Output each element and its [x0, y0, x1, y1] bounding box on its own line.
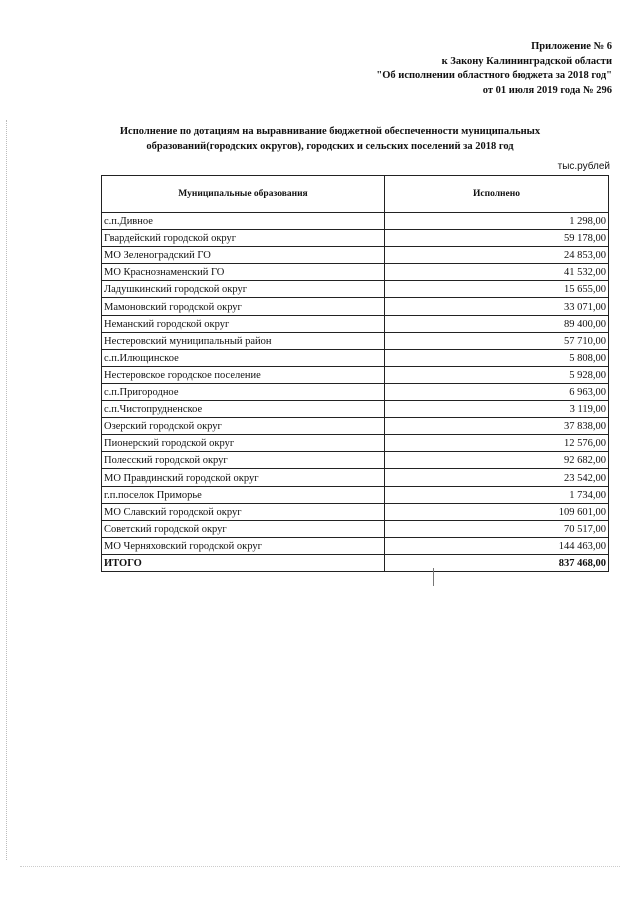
title-line-1: Исполнение по дотациям на выравнивание бюджетной обеспеченности муниципальных [119, 126, 541, 137]
table-row [102, 401, 609, 418]
table-row [102, 281, 609, 298]
total-amount: 837 468,00 [385, 554, 609, 571]
executed-amount: 15 655,00 [385, 281, 609, 298]
law-reference: к Закону Калининградской области [441, 55, 612, 67]
table-row [102, 247, 609, 264]
table-row [102, 332, 609, 349]
scan-bottom-dots [20, 866, 620, 868]
municipality-name: Гвардейский городской округ [102, 230, 385, 247]
executed-amount: 24 853,00 [385, 247, 609, 264]
executed-amount: 70 517,00 [385, 520, 609, 537]
municipality-name: Ладушкинский городской округ [102, 281, 385, 298]
municipality-name: с.п.Чистопрудненское [102, 401, 385, 418]
executed-amount: 5 808,00 [385, 349, 609, 366]
municipality-name: Неманский городской округ [102, 315, 385, 332]
title-line-2: образований(городских округов), городских и сельских поселений за 2018 год [146, 140, 514, 152]
municipality-name: Пионерский городской округ [102, 435, 385, 452]
municipality-name: МО Правдинский городской округ [102, 469, 385, 486]
municipality-name: МО Краснознаменский ГО [102, 264, 385, 281]
table-row [102, 264, 609, 281]
table-row [102, 349, 609, 366]
document-title [70, 125, 590, 154]
municipality-name: МО Славский городской округ [102, 503, 385, 520]
table-row [102, 537, 609, 554]
table-row [102, 435, 609, 452]
executed-amount: 3 119,00 [385, 401, 609, 418]
municipality-name: МО Зеленоградский ГО [102, 247, 385, 264]
total-row [102, 554, 609, 571]
municipality-name: Нестеровский муниципальный район [102, 332, 385, 349]
executed-amount: 41 532,00 [385, 264, 609, 281]
table-header-row [102, 176, 609, 213]
municipality-name: с.п.Илющинское [102, 349, 385, 366]
column-header-executed: Исполнено [385, 176, 609, 213]
executed-amount: 6 963,00 [385, 383, 609, 400]
table-row [102, 520, 609, 537]
table-row [102, 230, 609, 247]
table-row [102, 469, 609, 486]
execution-table [101, 175, 609, 572]
municipality-name: Мамоновский городской округ [102, 298, 385, 315]
executed-amount: 57 710,00 [385, 332, 609, 349]
law-date: от 01 июля 2019 года № 296 [482, 84, 612, 96]
executed-amount: 37 838,00 [385, 418, 609, 435]
table-row [102, 383, 609, 400]
municipality-name: Озерский городской округ [102, 418, 385, 435]
executed-amount: 144 463,00 [385, 537, 609, 554]
municipality-name: с.п.Пригородное [102, 383, 385, 400]
table-body [102, 213, 609, 572]
municipality-name: с.п.Дивное [102, 213, 385, 230]
total-label: ИТОГО [102, 554, 385, 571]
document-header [192, 40, 612, 98]
table-row [102, 503, 609, 520]
table-row [102, 418, 609, 435]
municipality-name: Полесский городской округ [102, 452, 385, 469]
law-title: "Об исполнении областного бюджета за 2018 год" [376, 70, 612, 81]
executed-amount: 92 682,00 [385, 452, 609, 469]
executed-amount: 109 601,00 [385, 503, 609, 520]
table-row [102, 315, 609, 332]
table-row [102, 298, 609, 315]
table-row [102, 486, 609, 503]
units-label: тыс.рублей [557, 161, 610, 172]
table-row [102, 213, 609, 230]
executed-amount: 89 400,00 [385, 315, 609, 332]
municipality-name: Советский городской округ [102, 520, 385, 537]
executed-amount: 1 298,00 [385, 213, 609, 230]
scan-mark [433, 568, 434, 586]
executed-amount: 33 071,00 [385, 298, 609, 315]
executed-amount: 12 576,00 [385, 435, 609, 452]
executed-amount: 23 542,00 [385, 469, 609, 486]
executed-amount: 59 178,00 [385, 230, 609, 247]
municipality-name: МО Черняховский городской округ [102, 537, 385, 554]
appendix-number: Приложение № 6 [531, 41, 612, 52]
executed-amount: 5 928,00 [385, 366, 609, 383]
table-row [102, 366, 609, 383]
scan-edge-dots [6, 120, 8, 860]
table-row [102, 452, 609, 469]
executed-amount: 1 734,00 [385, 486, 609, 503]
column-header-municipality: Муниципальные образования [102, 176, 385, 213]
municipality-name: г.п.поселок Приморье [102, 486, 385, 503]
municipality-name: Нестеровское городское поселение [102, 366, 385, 383]
